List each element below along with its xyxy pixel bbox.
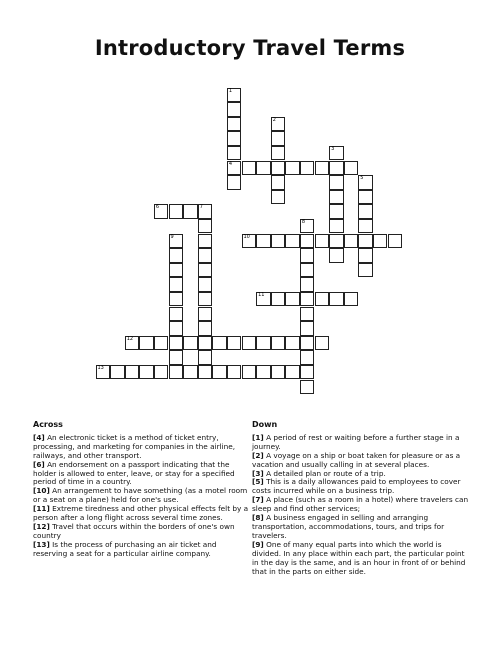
down-clue-number: [3] [252,468,264,478]
grid-cell[interactable] [169,365,184,380]
grid-cell[interactable] [329,175,344,190]
grid-cell[interactable] [271,292,286,307]
clue-number-label: 3 [331,145,335,152]
grid-cell[interactable] [198,292,213,307]
grid-cell[interactable] [212,336,227,351]
grid-cell[interactable] [227,161,242,176]
grid-cell[interactable] [110,365,125,380]
grid-cell[interactable] [358,263,373,278]
grid-cell[interactable] [227,365,242,380]
grid-cell[interactable] [358,248,373,263]
grid-cell[interactable] [300,380,315,395]
grid-cell[interactable] [198,350,213,365]
grid-cell[interactable] [285,336,300,351]
clue-number-label: 12 [126,335,134,342]
grid-cell[interactable] [329,190,344,205]
down-clue-text: This is a daily allowances paid to employees to cover costs incurred while on a business trip. [252,477,461,496]
across-clue-text: Extreme tiredness and other physical effects felt by a person after a long flight across several time zones. [33,504,249,523]
grid-cell[interactable] [169,336,184,351]
grid-cell[interactable] [169,307,184,322]
grid-cell[interactable] [315,234,330,249]
grid-cell[interactable] [198,321,213,336]
across-clue [33,505,251,523]
across-clue-text: An endorsement on a passport indicating that the holder is allowed to enter, leave, or stay for a specified period of time in a country. [33,459,235,487]
grid-cell[interactable] [169,234,184,249]
down-clue [252,514,470,541]
grid-cell[interactable] [256,365,271,380]
down-clues [252,421,470,576]
across-clue-number: [4] [33,432,45,442]
grid-cell[interactable] [358,175,373,190]
grid-cell[interactable] [169,204,184,219]
grid-cell[interactable] [125,365,140,380]
grid-cell[interactable] [198,263,213,278]
grid-cell[interactable] [256,234,271,249]
grid-cell[interactable] [358,204,373,219]
grid-cell[interactable] [271,175,286,190]
grid-cell[interactable] [329,248,344,263]
grid-cell[interactable] [358,234,373,249]
grid-cell[interactable] [285,365,300,380]
across-clue-text: Travel that occurs within the borders of one's own country [33,521,235,540]
down-clue-text: One of many equal parts into which the world is divided. In any place within each part, the particular point in the day is the same, and is an hour in front of or behind that in the parts on either side. [252,539,466,576]
down-clue-number: [5] [252,477,264,487]
grid-cell[interactable] [227,117,242,132]
clue-number-label: 9 [170,233,174,240]
clue-number-label: 7 [199,204,203,211]
grid-cell[interactable] [271,234,286,249]
across-clue [33,461,251,488]
grid-cell[interactable] [300,321,315,336]
grid-cell[interactable] [169,248,184,263]
grid-cell[interactable] [242,161,257,176]
down-clue-text: A detailed plan or route of a trip. [263,468,386,478]
grid-cell[interactable] [388,234,403,249]
puzzle-title: Introductory Travel Terms [94,36,406,60]
grid-cell[interactable] [125,336,140,351]
clue-number-label: 8 [301,218,306,225]
down-clue-text: A business engaged in selling and arranging transportation, accommodations, tours, and trips for travelers. [252,513,445,540]
clue-number-label: 6 [155,204,160,211]
clue-number-label: 13 [97,364,104,371]
grid-cell[interactable] [300,292,315,307]
grid-cell[interactable] [227,131,242,146]
across-clue-text: Is the process of purchasing an air ticket and reserving a seat for a particular airline company. [33,539,217,558]
grid-cell[interactable] [344,161,359,176]
across-clue [33,523,251,541]
across-heading: Across [33,420,63,429]
across-clue-text: An electronic ticket is a method of ticket entry, processing, and marketing for companies in the airline, railways, and other transport. [33,432,236,460]
grid-cell[interactable] [285,234,300,249]
grid-cell[interactable] [198,277,213,292]
grid-cell[interactable] [198,234,213,249]
grid-cell[interactable] [300,248,315,263]
down-clue [252,541,470,577]
grid-cell[interactable] [242,365,257,380]
clue-number-label: 11 [258,291,265,298]
down-clue [252,434,470,452]
across-clue-number: [12] [33,521,50,531]
grid-cell[interactable] [300,350,315,365]
grid-cell[interactable] [300,307,315,322]
down-clue-number: [1] [252,432,264,442]
grid-cell[interactable] [271,161,286,176]
down-clue-text: A period of rest or waiting before a further stage in a journey. [252,432,460,451]
clue-number-label: 4 [228,160,233,167]
across-clue-number: [13] [33,539,50,549]
down-clue [252,478,470,496]
grid-cell[interactable] [227,146,242,161]
clue-number-label: 1 [228,87,233,94]
grid-cell[interactable] [139,365,154,380]
grid-cell[interactable] [285,161,300,176]
clue-number-label: 10 [243,233,250,240]
grid-cell[interactable] [271,365,286,380]
grid-cell[interactable] [242,336,257,351]
grid-cell[interactable] [344,292,359,307]
grid-cell[interactable] [315,161,330,176]
grid-cell[interactable] [139,336,154,351]
grid-cell[interactable] [212,365,227,380]
grid-cell[interactable] [344,234,359,249]
down-clue-number: [7] [252,495,264,505]
down-clue-text: A place (such as a room in a hotel) where travelers can sleep and find other services; [252,495,469,514]
grid-cell[interactable] [198,307,213,322]
grid-cell[interactable] [300,277,315,292]
grid-cell[interactable] [329,234,344,249]
grid-cell[interactable] [198,365,213,380]
grid-cell[interactable] [169,321,184,336]
grid-cell[interactable] [169,263,184,278]
grid-cell[interactable] [256,336,271,351]
down-clue [252,496,470,514]
down-clue [252,452,470,470]
across-clue [33,487,251,505]
grid-cell[interactable] [154,336,169,351]
grid-cell[interactable] [227,102,242,117]
down-clue-number: [9] [252,539,264,549]
across-clue [33,434,251,461]
grid-cell[interactable] [227,175,242,190]
grid-cell[interactable] [198,204,213,219]
grid-cell[interactable] [271,336,286,351]
grid-cell[interactable] [300,234,315,249]
grid-cell[interactable] [358,219,373,234]
grid-cell[interactable] [300,161,315,176]
grid-cell[interactable] [242,234,257,249]
grid-cell[interactable] [373,234,388,249]
grid-cell[interactable] [198,336,213,351]
grid-cell[interactable] [154,204,169,219]
grid-cell[interactable] [169,292,184,307]
grid-cell[interactable] [256,161,271,176]
grid-cell[interactable] [227,336,242,351]
grid-cell[interactable] [300,263,315,278]
grid-cell[interactable] [300,219,315,234]
grid-cell[interactable] [154,365,169,380]
grid-cell[interactable] [183,365,198,380]
clue-number-label: 5 [360,175,364,182]
grid-cell[interactable] [183,336,198,351]
grid-cell[interactable] [358,190,373,205]
across-clue-number: [10] [33,486,50,496]
down-clue-text: A voyage on a ship or boat taken for pleasure or as a vacation and usually calling in at several places. [252,450,461,469]
grid-cell[interactable] [256,292,271,307]
grid-cell[interactable] [300,336,315,351]
down-heading: Down [252,420,278,429]
across-clue-text: An arrangement to have something (as a motel room or a seat on a plane) held for one's use. [33,486,248,505]
grid-cell[interactable] [198,248,213,263]
grid-cell[interactable] [183,204,198,219]
grid-cell[interactable] [329,292,344,307]
grid-cell[interactable] [271,117,286,132]
grid-cell[interactable] [300,365,315,380]
grid-cell[interactable] [315,292,330,307]
across-clues [33,421,251,559]
down-clue-number: [2] [252,450,264,460]
grid-cell[interactable] [271,146,286,161]
across-clue [33,541,251,559]
across-clue-number: [11] [33,504,50,514]
grid-cell[interactable] [315,336,330,351]
down-clue-number: [8] [252,513,264,523]
grid-cell[interactable] [227,88,242,103]
clue-number-label: 2 [272,116,276,123]
grid-cell[interactable] [169,277,184,292]
grid-cell[interactable] [169,350,184,365]
grid-cell[interactable] [271,131,286,146]
grid-cell[interactable] [329,146,344,161]
grid-cell[interactable] [329,219,344,234]
grid-cell[interactable] [285,292,300,307]
across-clue-number: [6] [33,459,45,469]
grid-cell[interactable] [198,219,213,234]
grid-cell[interactable] [271,190,286,205]
grid-cell[interactable] [329,161,344,176]
grid-cell[interactable] [96,365,111,380]
grid-cell[interactable] [329,204,344,219]
